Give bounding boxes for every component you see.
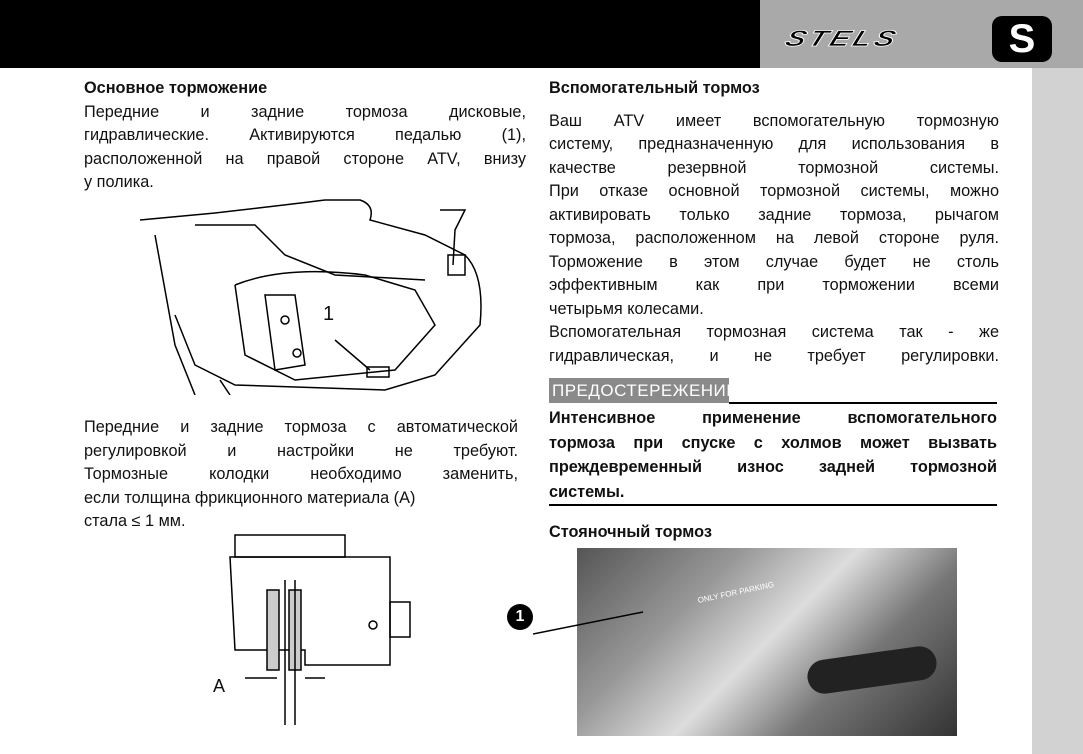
warning-text [549,406,997,504]
photo-callout: 1 [507,604,533,630]
text-line: у полика. [84,173,154,191]
callout-leader-line [533,610,653,640]
brake-pad-illustration [205,530,435,725]
text-line: системы. [549,482,625,501]
handle-grip [805,644,938,696]
text-line: преждевременный износ задней тормозной [549,458,997,476]
warning-label: ПРЕДОСТЕРЕЖЕНИЕ: [549,378,729,403]
text-line: тормоза, расположенном на левой стороне руля. [549,229,999,247]
text-line: Тормозные колодки необходимо заменить, [84,465,518,483]
side-strip [1032,68,1083,754]
paragraph-aux-brake [549,110,999,369]
text-line: стала ≤ 1 мм. [84,512,186,530]
text-line: четырьмя колесами. [549,299,704,318]
brake-pedal-illustration [135,195,495,395]
parking-brake-photo [577,548,957,736]
right-column [549,77,999,368]
section-heading-parking-brake: Стояночный тормоз [549,523,712,541]
text-line: Ваш ATV имеет вспомогательную тормозную [549,111,999,130]
lever-label: ONLY FOR PARKING [696,580,775,605]
text-line: если толщина фрикционного материала (А) [84,488,416,507]
header-bar [0,0,760,68]
section-heading-aux-brake: Вспомогательный тормоз [549,79,760,97]
text-line: гидравлическая, и не требует регулировки. [549,346,999,365]
text-line: эффективным как при торможении всеми [549,276,999,294]
text-line: регулировкой и настройки не требуют. [84,441,518,460]
text-line: Передние и задние тормоза с автоматической [84,418,518,436]
text-line: Торможение в этом случае будет не столь [549,252,999,271]
text-line: гидравлические. Активируются педалью (1), [84,126,526,144]
paragraph-main-brake [84,101,526,195]
text-line: При отказе основной тормозной системы, можно [549,182,999,200]
warning-top-rule [729,402,997,404]
text-line: расположенной на правой стороне ATV, внизу [84,149,526,168]
left-column [84,77,526,195]
text-line: Вспомогательная тормозная система так - же [549,323,999,341]
stels-logo: STELS [781,26,903,51]
warning-bottom-rule [549,504,997,506]
text-line: Интенсивное применение вспомогательного [549,409,997,427]
left-column-lower [84,416,518,534]
figure1-callout: 1 [323,303,335,325]
stels-badge-logo: S [992,16,1052,62]
section-heading-main-brake: Основное торможение [84,79,268,97]
text-line: качестве резервной тормозной системы. [549,158,999,177]
text-line: активировать только задние тормоза, рычагом [549,205,999,224]
text-line: тормоза при спуске с холмов может вызвать [549,433,997,452]
paragraph-auto-adjust [84,416,518,534]
text-line: Передние и задние тормоза дисковые, [84,102,526,121]
figure2-callout: A [213,676,226,696]
text-line: систему, предназначенную для использования в [549,135,999,153]
